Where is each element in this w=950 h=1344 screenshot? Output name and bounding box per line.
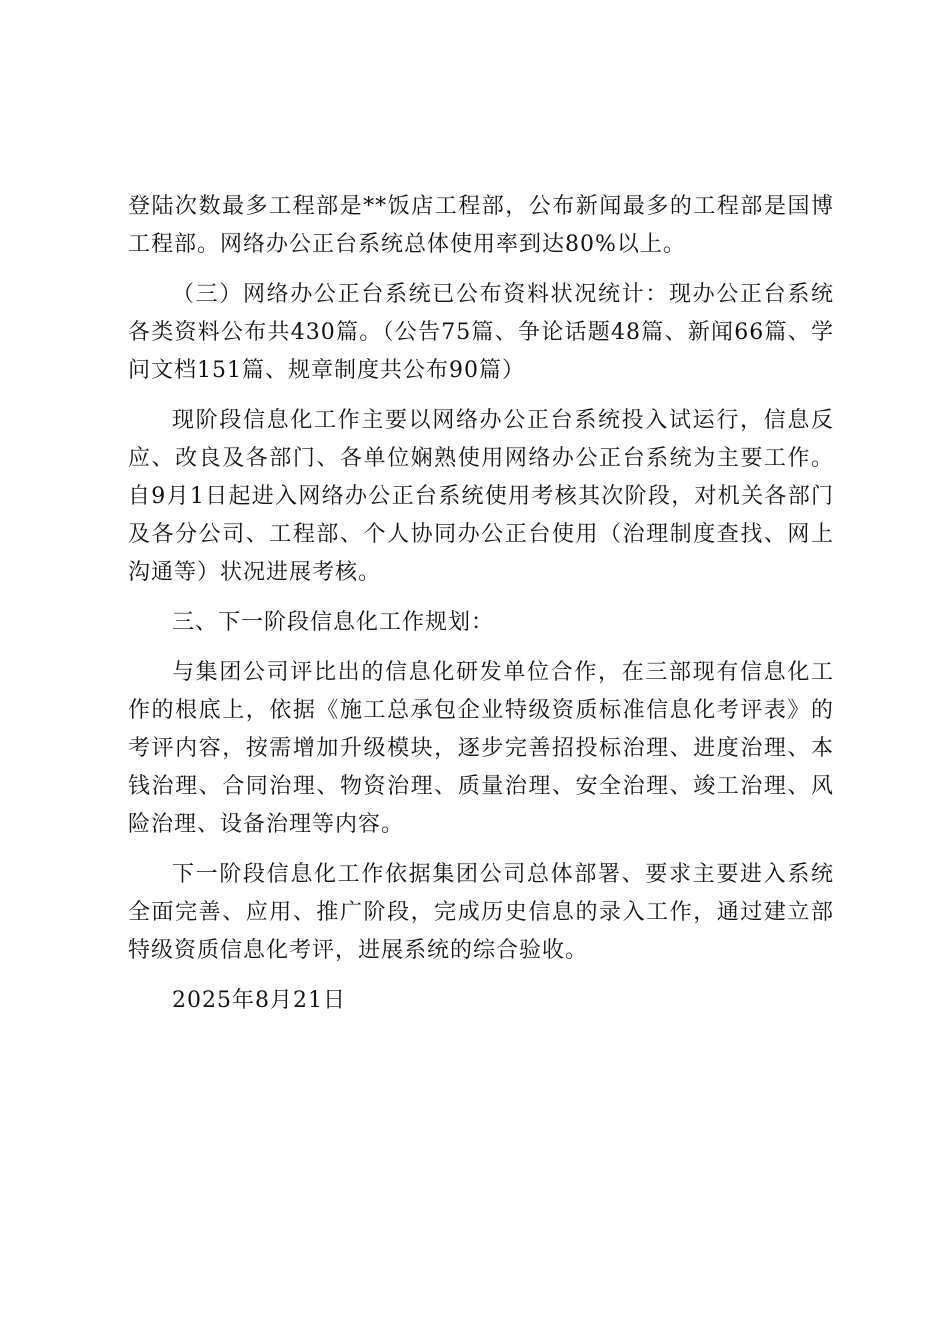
paragraph-usage-stats: 登陆次数最多工程部是**饭店工程部，公布新闻最多的工程部是国博工程部。网络办公正台系统总体使用率到达80%以上。 bbox=[128, 194, 834, 257]
document-body bbox=[128, 188, 834, 1032]
paragraph-cooperation: 与集团公司评比出的信息化研发单位合作，在三部现有信息化工作的根底上，依据《施工总承包企业特级资质标准信息化考评表》的考评内容，按需增加升级模块，逐步完善招投标治理、进度治理、本钱治理、合同治理、物资治理、质量治理、安全治理、竣工治理、风险治理、设备治理等内容。 bbox=[128, 660, 834, 837]
section-heading-next-plan: 三、下一阶段信息化工作规划： bbox=[172, 610, 495, 635]
paragraph-published-materials: （三）网络办公正台系统已公布资料状况统计：现办公正台系统各类资料公布共430篇。（公告75篇、争论话题48篇、新闻66篇、学问文档151篇、规章制度共公布90篇） bbox=[128, 282, 834, 383]
document-date: 2025年8月21日 bbox=[172, 988, 346, 1013]
paragraph-next-stage: 下一阶段信息化工作依据集团公司总体部署、要求主要进入系统全面完善、应用、推广阶段，完成历史信息的录入工作，通过建立部特级资质信息化考评，进展系统的综合验收。 bbox=[128, 862, 834, 963]
paragraph-current-stage: 现阶段信息化工作主要以网络办公正台系统投入试运行，信息反应、改良及各部门、各单位娴熟使用网络办公正台系统为主要工作。自9月1日起进入网络办公正台系统使用考核其次阶段，对机关各部门及各分公司、工程部、个人协同办公正台使用（治理制度查找、网上沟通等）状况进展考核。 bbox=[128, 408, 834, 585]
